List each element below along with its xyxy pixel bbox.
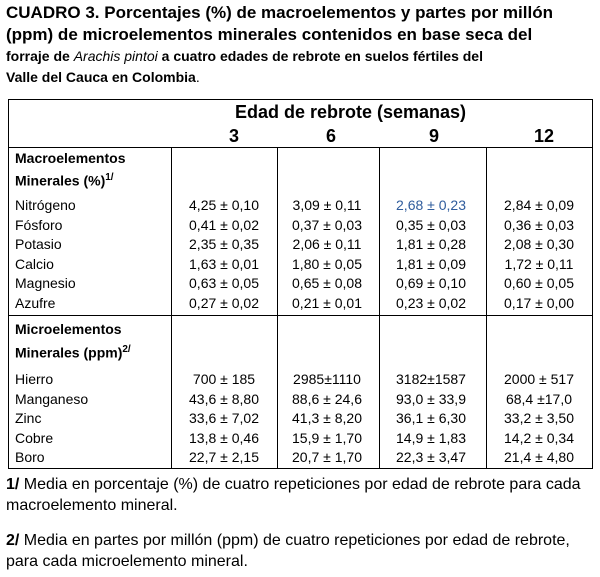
caption-line-4 <box>6 67 594 88</box>
caption-line-3 <box>6 46 594 67</box>
week-header-6: 6 <box>325 126 336 146</box>
micro-heading-a: Microelementos <box>15 321 122 337</box>
group-header <box>9 100 592 124</box>
caption-line-2: (ppm) de microelementos minerales contenidos en base seca del <box>6 25 533 44</box>
macro-cell-azufre-week-6: 0,21 ± 0,01 <box>292 294 362 311</box>
micro-cell-hierro-week-3: 700 ± 185 <box>192 371 256 387</box>
footnote-ref-1: 1/ <box>105 172 114 183</box>
macro-cell-nitrógeno-week-9: 2,68 ± 0,23 <box>396 197 466 213</box>
macro-cell-magnesio-week-9: 0,69 ± 0,10 <box>396 275 466 291</box>
section-divider <box>9 315 592 316</box>
micro-cell-manganeso-week-9: 93,0 ± 33,9 <box>396 390 466 407</box>
micro-cell-hierro-week-12: 2000 ± 517 <box>504 371 574 387</box>
macro-cell-magnesio-week-12: 0,60 ± 0,05 <box>504 275 574 291</box>
week-header-3: 3 <box>228 126 239 146</box>
macro-row-label-magnesio: Magnesio <box>15 275 76 291</box>
footnote-1-mark: 1/ <box>6 476 20 493</box>
table-caption <box>6 2 594 88</box>
macro-cell-calcio-week-12: 1,72 ± 0,11 <box>504 255 574 272</box>
macro-row-label-potasio: Potasio <box>15 236 62 252</box>
macro-row-label-nitrógeno: Nitrógeno <box>15 197 76 213</box>
caption-line-3-pre: forraje de <box>6 48 74 64</box>
caption-line-3-post: a cuatro edades de rebrote en suelos fértiles del <box>157 48 483 64</box>
micro-cell-boro-week-9: 22,3 ± 3,47 <box>396 449 466 465</box>
macro-cell-calcio-week-9: 1,81 ± 0,09 <box>396 255 466 272</box>
macro-cell-nitrógeno-week-6: 3,09 ± 0,11 <box>292 197 362 213</box>
macro-cell-fósforo-week-12: 0,36 ± 0,03 <box>504 216 574 233</box>
macro-cell-potasio-week-12: 2,08 ± 0,30 <box>504 236 574 252</box>
macro-cell-magnesio-week-3: 0,63 ± 0,05 <box>189 275 259 291</box>
macro-heading-b: Minerales (%)$^{1/}$ <box>15 172 114 189</box>
micro-row-label-zinc: Zinc <box>15 410 42 426</box>
macro-cell-potasio-week-3: 2,35 ± 0,35 <box>189 236 259 252</box>
macro-cell-fósforo-week-6: 0,37 ± 0,03 <box>292 216 362 233</box>
micro-cell-zinc-week-3: 33,6 ± 7,02 <box>189 410 259 426</box>
species-name: Arachis pintoi <box>73 48 158 64</box>
micro-cell-hierro-week-6: 2985±1110 <box>293 371 361 387</box>
macro-cell-azufre-week-3: 0,27 ± 0,02 <box>189 294 259 311</box>
micro-cell-cobre-week-6: 15,9 ± 1,70 <box>292 429 362 446</box>
footnote-1 <box>6 474 594 516</box>
macro-cell-azufre-week-12: 0,17 ± 0,00 <box>504 294 574 311</box>
week-header-9: 9 <box>428 126 439 146</box>
macro-cell-calcio-week-6: 1,80 ± 0,05 <box>292 255 362 272</box>
micro-row-label-cobre: Cobre <box>15 429 54 446</box>
macro-heading-a: Macroelementos <box>15 150 126 166</box>
micro-row-label-manganeso: Manganeso <box>15 390 89 407</box>
micro-cell-manganeso-week-6: 88,6 ± 24,6 <box>292 390 362 407</box>
macro-cell-calcio-week-3: 1,63 ± 0,01 <box>189 255 259 272</box>
macro-cell-fósforo-week-3: 0,41 ± 0,02 <box>189 216 259 233</box>
header-divider <box>9 147 592 148</box>
macro-cell-azufre-week-9: 0,23 ± 0,02 <box>396 294 466 311</box>
micro-heading-b: Minerales (ppm)$^{2/}$ <box>15 344 131 361</box>
macro-cell-nitrógeno-week-12: 2,84 ± 0,09 <box>504 197 574 213</box>
footnote-ref-2: 2/ <box>122 344 131 355</box>
micro-row-label-boro: Boro <box>15 449 45 465</box>
footnote-2-text: Media en partes por millón (ppm) de cuatro repeticiones por edad de rebrote, para cada microelemento mineral. <box>6 532 570 570</box>
macro-row-label-calcio: Calcio <box>15 255 54 272</box>
micro-cell-hierro-week-9: 3182±1587 <box>396 371 466 387</box>
micro-cell-zinc-week-9: 36,1 ± 6,30 <box>396 410 466 426</box>
week-header-12: 12 <box>533 126 555 146</box>
micro-cell-manganeso-week-3: 43,6 ± 8,80 <box>189 390 259 407</box>
minerals-table <box>8 99 593 469</box>
macro-cell-potasio-week-6: 2,06 ± 0,11 <box>292 236 362 252</box>
micro-cell-zinc-week-6: 41,3 ± 8,20 <box>292 410 362 426</box>
caption-end-period: . <box>195 69 200 85</box>
footnote-1-text: Media en porcentaje (%) de cuatro repeticiones por edad de rebrote para cada macroelemento mineral. <box>6 476 581 514</box>
micro-cell-boro-week-6: 20,7 ± 1,70 <box>292 449 362 465</box>
macro-cell-magnesio-week-6: 0,65 ± 0,08 <box>292 275 362 291</box>
macro-cell-potasio-week-9: 1,81 ± 0,28 <box>396 236 466 252</box>
footnote-2-mark: 2/ <box>6 532 20 549</box>
macro-cell-fósforo-week-9: 0,35 ± 0,03 <box>396 216 466 233</box>
micro-cell-cobre-week-12: 14,2 ± 0,34 <box>504 429 574 446</box>
footnote-2 <box>6 530 594 572</box>
micro-cell-zinc-week-12: 33,2 ± 3,50 <box>504 410 574 426</box>
micro-cell-manganeso-week-12: 68,4 ±17,0 <box>505 390 573 407</box>
micro-row-label-hierro: Hierro <box>15 371 54 387</box>
group-header-label: Edad de rebrote (semanas) <box>234 102 467 122</box>
micro-cell-boro-week-3: 22,7 ± 2,15 <box>189 449 259 465</box>
macro-row-label-azufre: Azufre <box>15 294 56 311</box>
micro-cell-boro-week-12: 21,4 ± 4,80 <box>504 449 574 465</box>
caption-line-4-text: Valle del Cauca en Colombia <box>6 69 196 85</box>
micro-cell-cobre-week-3: 13,8 ± 0,46 <box>189 429 259 446</box>
macro-cell-nitrógeno-week-3: 4,25 ± 0,10 <box>189 197 259 213</box>
micro-cell-cobre-week-9: 14,9 ± 1,83 <box>396 429 466 446</box>
macro-row-label-fósforo: Fósforo <box>15 216 63 233</box>
caption-line-1: CUADRO 3. Porcentajes (%) de macroelementos y partes por millón <box>6 3 553 22</box>
